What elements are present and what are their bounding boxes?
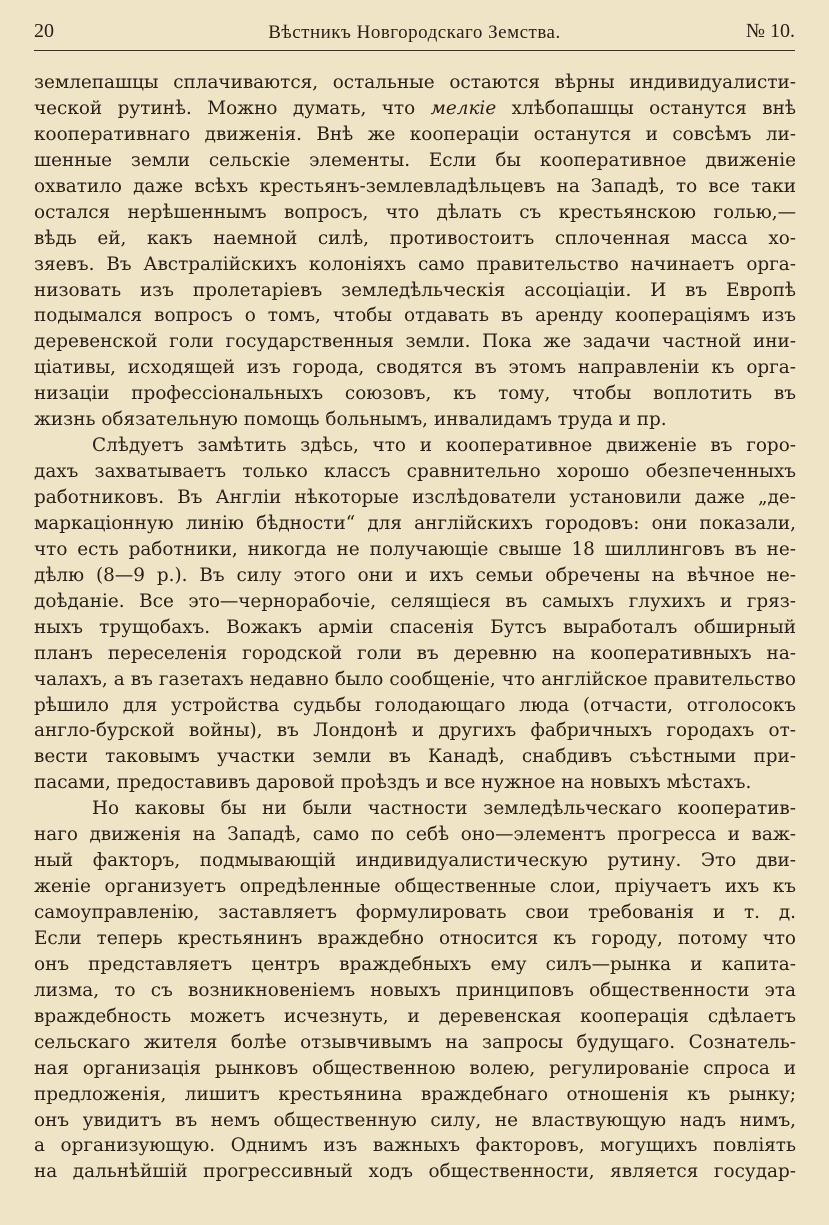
- text-line: маркаціонную линію бѣдности“ для англійскихъ городовъ: они показали,: [34, 512, 796, 534]
- journal-title: Вѣстникъ Новгородскаго Земства.: [268, 22, 561, 43]
- text-line: сельскаго жителя болѣе отзывчивымъ на запросы будущаго. Сознатель-: [34, 1031, 796, 1053]
- paragraph-start-line: Но каковы бы ни были частности земледѣльческаго кооператив-: [92, 798, 796, 820]
- page-header: [34, 20, 795, 50]
- text-line: работниковъ. Въ Англіи нѣкоторые изслѣдователи установили даже „де-: [34, 487, 796, 508]
- body-text: [34, 70, 796, 1185]
- text-line: шенные земли сельскіе элементы. Если бы кооперативное движеніе: [34, 149, 796, 171]
- italic-word: мелкіе: [430, 97, 497, 119]
- text-line: вѣдь ей, какъ наемной силѣ, противостоитъ сплоченная масса хо-: [34, 227, 796, 249]
- text-line: а организующую. Однимъ изъ важныхъ факторовъ, могущихъ повліять: [34, 1135, 796, 1157]
- text-line: деревенской голи государственныя земли. Пока же задачи частной ини-: [34, 331, 796, 353]
- text-line: низаціи профессіональныхъ союзовъ, къ тому, чтобы воплотить въ: [34, 383, 796, 405]
- text-line: чалахъ, а въ газетахъ недавно было сообщеніе, что англійское правительство: [34, 668, 796, 690]
- text-line: англо-бурской войны), въ Лондонѣ и другихъ фабричныхъ городахъ от-: [34, 720, 796, 742]
- text-line: на дальнѣйшій прогрессивный ходъ общественности, является государ-: [34, 1161, 796, 1183]
- text-line: подымался вопросъ о томъ, чтобы отдавать въ аренду коопераціямъ изъ: [34, 305, 796, 327]
- issue-number: № 10.: [745, 20, 795, 42]
- text-line: онъ представляетъ центръ враждебныхъ ему силъ—рынка и капита-: [34, 953, 796, 975]
- text-line: низовать изъ пролетаріевъ земледѣльческія ассоціаціи. И въ Европѣ: [34, 279, 796, 301]
- text-line: планъ переселенія городской голи въ деревню на кооперативныхъ на-: [34, 642, 796, 664]
- text-line: остался нерѣшеннымъ вопросъ, что дѣлать съ крестьянскою голью,—: [34, 201, 796, 223]
- text-line: враждебность можетъ исчезнуть, и деревенская кооперація сдѣлаетъ: [34, 1005, 796, 1027]
- text-line: что есть работники, никогда не получающіе свыше 18 шиллинговъ въ не-: [34, 538, 796, 560]
- text-line: ныхъ трущобахъ. Вожакъ арміи спасенія Бутсъ выработалъ обширный: [34, 616, 796, 638]
- text-line: онъ увидитъ въ немъ общественную силу, не властвующую надъ нимъ,: [34, 1109, 796, 1131]
- text-line: землепашцы сплачиваются, остальные остаются вѣрны индивидуалисти-: [34, 72, 796, 93]
- text-line: рѣшило для устройства судьбы голодающаго люда (отчасти, отголосокъ: [34, 694, 796, 716]
- text-line: охватило даже всѣхъ крестьянъ-землевладѣльцевъ на Западѣ, то все таки: [34, 175, 796, 197]
- text-line: Если теперь крестьянинъ враждебно относится къ городу, потому что: [34, 927, 796, 949]
- text-line: ціативы, исходящей изъ города, сводятся въ этомъ направленіи къ орга-: [34, 357, 796, 379]
- text-line: дѣлю (8—9 р.). Въ силу этого они и ихъ семьи обречены на вѣчное не-: [34, 564, 796, 586]
- text-line: дахъ захватываетъ только классъ сравнительно хорошо обезпеченныхъ: [34, 461, 796, 483]
- text-line: жизнь обязательную помощь больнымъ, инвалидамъ труда и пр.: [34, 409, 667, 431]
- text-line: самоуправленію, заставляетъ формулировать свои требованія и т. д.: [34, 902, 796, 923]
- text-line: вести таковымъ участки земли въ Канадѣ, снабдивъ съѣстными при-: [34, 746, 796, 768]
- text-segment: ческой рутинѣ. Можно думать, что: [34, 97, 416, 119]
- text-segment: хлѣбопашцы останутся внѣ: [511, 97, 796, 119]
- text-line: женіе организуетъ опредѣленные общественные слои, пріучаетъ ихъ къ: [34, 876, 796, 898]
- text-line: лизма, то съ возникновеніемъ новыхъ принциповъ общественности эта: [34, 979, 796, 1001]
- text-line: кооперативнаго движенія. Внѣ же коопераціи останутся и совсѣмъ ли-: [34, 123, 796, 145]
- text-line: доѣданіе. Все это—чернорабочіе, селящіеся въ самыхъ глухихъ и гряз-: [34, 590, 796, 612]
- text-line: ный факторъ, подмывающій индивидуалистическую рутину. Это дви-: [34, 850, 796, 872]
- header-rule: [34, 50, 795, 51]
- text-line: зяевъ. Въ Австралійскихъ колоніяхъ само правительство начинаетъ орга-: [34, 253, 796, 275]
- text-line: предложенія, лишитъ крестьянина враждебнаго отношенія къ рынку;: [34, 1083, 796, 1105]
- text-line: пасами, предоставивъ даровой проѣздъ и все нужное на новыхъ мѣстахъ.: [34, 772, 752, 794]
- paragraph-start-line: Слѣдуетъ замѣтить здѣсь, что и кооперативное движеніе въ горо-: [92, 435, 796, 457]
- text-line: ная организація рынковъ общественною волею, регулированіе спроса и: [34, 1057, 796, 1079]
- text-line: наго движенія на Западѣ, само по себѣ оно—элементъ прогресса и важ-: [34, 824, 796, 846]
- page-number: 20: [34, 20, 54, 42]
- text-line: [34, 96, 796, 122]
